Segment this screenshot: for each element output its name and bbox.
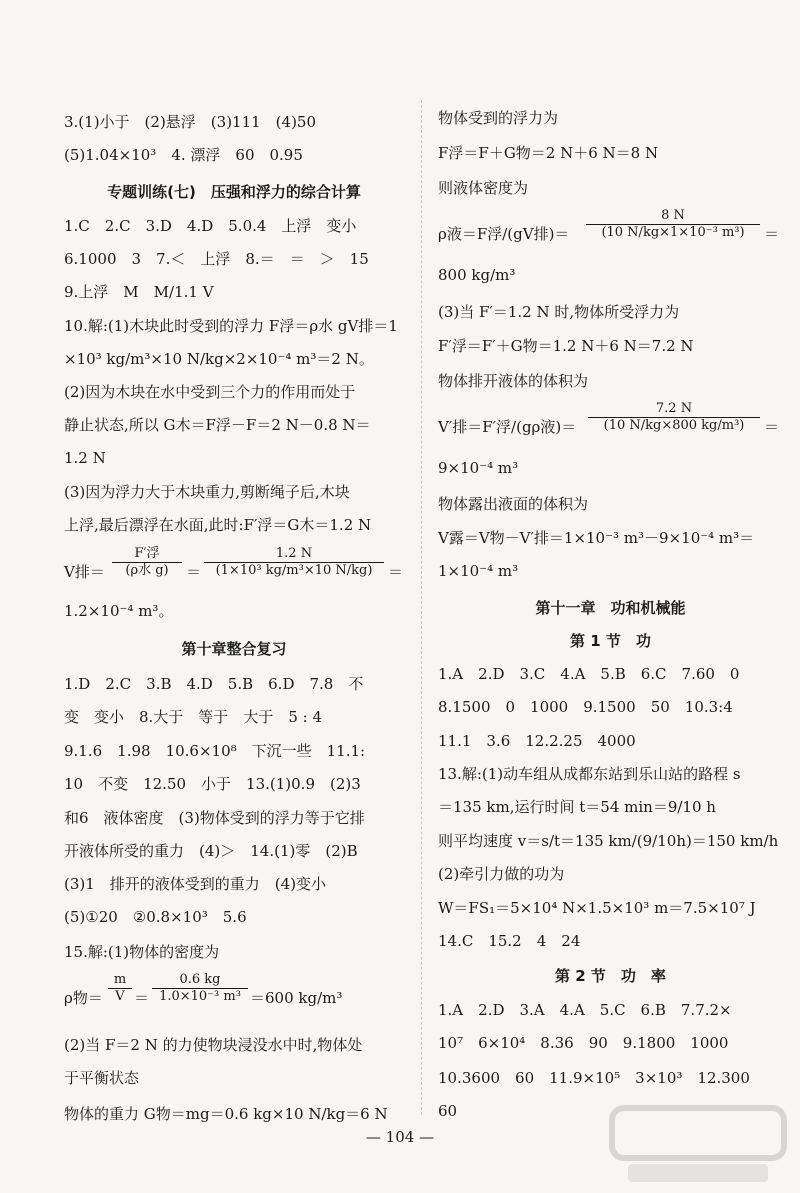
- answer-line: 1.A 2.D 3.C 4.A 5.B 6.C 7.60 0: [438, 665, 740, 683]
- answer-line: (5)1.04×10³ 4. 漂浮 60 0.95: [64, 146, 303, 164]
- answer-line: 3.(1)小于 (2)悬浮 (3)111 (4)50: [64, 113, 317, 131]
- answer-line: 上浮,最后漂浮在水面,此时:F′浮＝G木＝1.2 N: [64, 516, 372, 534]
- answer-line: 1.2 N: [64, 449, 106, 467]
- answer-line: (2)牵引力做的功为: [438, 865, 565, 883]
- answer-line: 1.A 2.D 3.A 4.A 5.C 6.B 7.7.2×: [438, 1001, 732, 1019]
- answer-line: ×10³ kg/m³×10 N/kg×2×10⁻⁴ m³＝2 N。: [64, 350, 374, 368]
- answer-line: (2)当 F＝2 N 的力使物块浸没水中时,物体处: [64, 1036, 363, 1054]
- fraction: [588, 401, 760, 434]
- answer-line: 10 不变 12.50 小于 13.(1)0.9 (2)3: [64, 775, 361, 793]
- answer-line: 10⁷ 6×10⁴ 8.36 90 9.1800 1000: [438, 1034, 729, 1052]
- fraction-numerator: 7.2 N: [588, 401, 760, 418]
- fraction: [152, 972, 248, 1005]
- section-heading: 专题训练(七) 压强和浮力的综合计算: [107, 183, 361, 201]
- fraction-numerator: 1.2 N: [204, 546, 384, 563]
- answer-line: 则平均速度 v＝s/t＝135 km/(9/10h)＝150 km/h: [438, 832, 779, 850]
- section-heading: 第 1 节 功: [570, 632, 651, 650]
- answer-line: W＝FS₁＝5×10⁴ N×1.5×10³ m＝7.5×10⁷ J: [438, 899, 756, 917]
- answer-line: (2)因为木块在水中受到三个力的作用而处于: [64, 383, 356, 401]
- watermark-logo: [608, 1104, 788, 1188]
- fraction-denominator: (ρ水 g): [125, 563, 169, 578]
- answer-line: 1.2×10⁻⁴ m³。: [64, 602, 174, 620]
- equation-result: ＝600 kg/m³: [250, 989, 343, 1007]
- answer-line: 60: [438, 1102, 458, 1120]
- answer-line: V露＝V物－V′排＝1×10⁻³ m³－9×10⁻⁴ m³＝: [438, 529, 755, 547]
- fraction-denominator: V: [115, 989, 125, 1004]
- answer-line: F′浮＝F′＋G物＝1.2 N＋6 N＝7.2 N: [438, 337, 694, 355]
- answer-line: ＝135 km,运行时间 t＝54 min＝9/10 h: [438, 798, 716, 816]
- fraction: [108, 972, 132, 1005]
- fraction-denominator: (10 N/kg×800 kg/m³): [603, 418, 745, 433]
- answer-line: 则液体密度为: [438, 179, 529, 197]
- answer-line: 物体的重力 G物＝mg＝0.6 kg×10 N/kg＝6 N: [64, 1105, 388, 1123]
- fraction: [112, 546, 182, 579]
- answer-line: 和6 液体密度 (3)物体受到的浮力等于它排: [64, 809, 365, 827]
- fraction: [586, 208, 760, 241]
- answer-line: 800 kg/m³: [438, 266, 516, 284]
- fraction-numerator: 0.6 kg: [152, 972, 248, 989]
- equation-sign: ＝: [764, 418, 780, 436]
- answer-line: 6.1000 3 7.＜ 上浮 8.＝ ＝ ＞ 15: [64, 250, 369, 268]
- answer-line: 15.解:(1)物体的密度为: [64, 943, 220, 961]
- answer-line: 9.上浮 M M/1.1 V: [64, 283, 214, 301]
- answer-line: 于平衡状态: [64, 1069, 140, 1087]
- equation-lhs: V排＝: [64, 563, 105, 581]
- answer-line: 8.1500 0 1000 9.1500 50 10.3:4: [438, 698, 733, 716]
- answer-line: 9×10⁻⁴ m³: [438, 459, 519, 477]
- answer-line: 14.C 15.2 4 24: [438, 932, 581, 950]
- answer-line: (3)1 排开的液体受到的重力 (4)变小: [64, 875, 327, 893]
- answer-line: (3)因为浮力大于木块重力,剪断绳子后,木块: [64, 483, 350, 501]
- fraction-numerator: F′浮: [112, 546, 182, 563]
- equation-sign: ＝: [764, 225, 780, 243]
- answer-line: 1.C 2.C 3.D 4.D 5.0.4 上浮 变小: [64, 217, 357, 235]
- column-divider: [421, 100, 422, 1115]
- answer-line: 1.D 2.C 3.B 4.D 5.B 6.D 7.8 不: [64, 675, 364, 693]
- page-number: — 104 —: [365, 1128, 435, 1146]
- answer-line: 物体受到的浮力为: [438, 109, 559, 127]
- equation-lhs: ρ物＝: [64, 989, 103, 1007]
- fraction-denominator: (10 N/kg×1×10⁻³ m³): [601, 225, 745, 240]
- equation-sign: ＝: [388, 563, 404, 581]
- fraction-numerator: m: [108, 972, 132, 989]
- answer-line: F浮＝F＋G物＝2 N＋6 N＝8 N: [438, 144, 659, 162]
- equation-lhs: V′排＝F′浮/(gρ液)＝: [438, 418, 577, 436]
- answer-line: 10.3600 60 11.9×10⁵ 3×10³ 12.300: [438, 1069, 750, 1087]
- answer-line: 静止状态,所以 G木＝F浮－F＝2 N－0.8 N＝: [64, 416, 371, 434]
- equation-lhs: ρ液＝F浮/(gV排)＝: [438, 225, 570, 243]
- fraction: [204, 546, 384, 579]
- answer-line: 10.解:(1)木块此时受到的浮力 F浮＝ρ水 gV排＝1: [64, 317, 398, 335]
- equation-sign: ＝: [134, 989, 150, 1007]
- section-heading: 第十章整合复习: [181, 640, 287, 658]
- answer-line: 开液体所受的重力 (4)＞ 14.(1)零 (2)B: [64, 842, 358, 860]
- equation-sign: ＝: [186, 563, 202, 581]
- fraction-numerator: 8 N: [586, 208, 760, 225]
- answer-line: 11.1 3.6 12.2.25 4000: [438, 732, 636, 750]
- section-heading: 第 2 节 功 率: [555, 967, 666, 985]
- answer-line: 9.1.6 1.98 10.6×10⁸ 下沉一些 11.1:: [64, 742, 366, 760]
- answer-line: (3)当 F′＝1.2 N 时,物体所受浮力为: [438, 303, 680, 321]
- answer-line: 变 变小 8.大于 等于 大于 5 : 4: [64, 708, 322, 726]
- answer-line: 13.解:(1)动车组从成都东站到乐山站的路程 s: [438, 765, 741, 783]
- chapter-heading: 第十一章 功和机械能: [535, 599, 686, 617]
- answer-line: 物体露出液面的体积为: [438, 495, 589, 513]
- fraction-denominator: 1.0×10⁻³ m³: [159, 989, 241, 1004]
- answer-line: 物体排开液体的体积为: [438, 372, 589, 390]
- answer-line: 1×10⁻⁴ m³: [438, 562, 519, 580]
- answer-line: (5)①20 ②0.8×10³ 5.6: [64, 908, 247, 926]
- fraction-denominator: (1×10³ kg/m³×10 N/kg): [215, 563, 373, 578]
